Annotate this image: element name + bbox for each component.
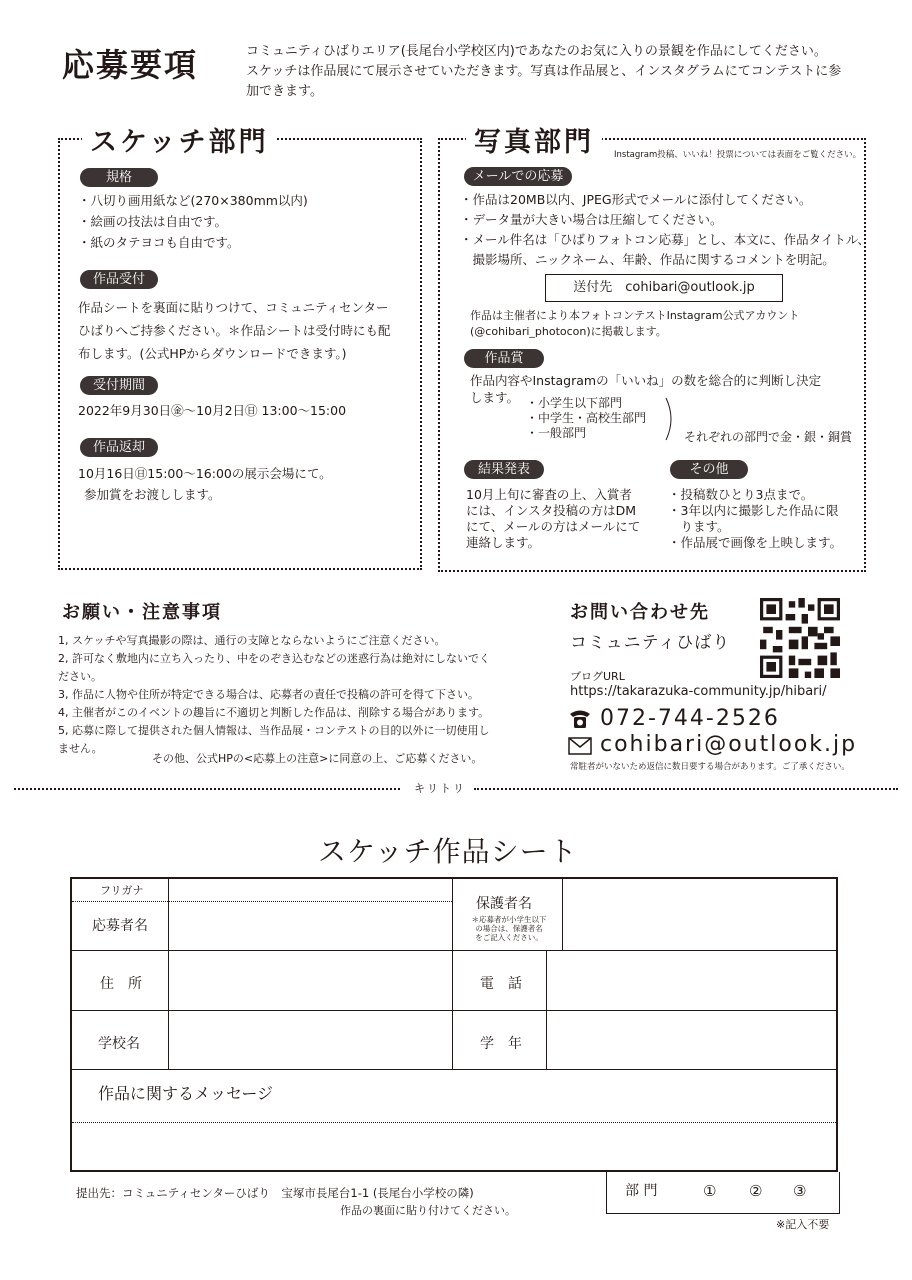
division-option-2: ② (749, 1182, 763, 1200)
sketch-section-title: スケッチ部門 (82, 120, 277, 159)
school-input[interactable] (168, 1010, 452, 1069)
accept-label: 作品受付 (80, 270, 158, 289)
school-label: 学校名 (98, 1036, 140, 1052)
guardian-note: ＊応募者が小学生以下 の場合は、保護者名 をご記入ください。 (471, 915, 547, 942)
contact-email[interactable]: cohibari@outlook.jp (600, 732, 858, 757)
spec-list: ・八切り画用紙など(270×380mm以内) ・絵画の技法は自由です。 ・紙のタテヨコも自由です。 (78, 193, 308, 250)
notes-title: お願い・注意事項 (62, 602, 222, 623)
guardian-input[interactable] (562, 879, 836, 950)
award-label: 作品賞 (464, 349, 544, 368)
furigana-label: フリガナ (100, 884, 144, 897)
division-label: 部 門 (625, 1183, 658, 1199)
grade-input[interactable] (546, 1010, 836, 1069)
accept-text: 作品シートを裏面に貼りつけて、コミュニティセンター ひばりへご持参ください。＊作品シートは受付時にも配 布します。(公式HPからダウンロードできます。) (78, 300, 391, 361)
photo-note: Instagram投稿、いいね！投票については表面をご覧ください。 (614, 150, 862, 160)
photo-section-title: 写真部門 (466, 120, 602, 159)
sheet-form (70, 877, 838, 1172)
message-input[interactable] (72, 1069, 836, 1170)
furigana-input[interactable] (168, 879, 452, 901)
phone-label: 電 話 (480, 976, 522, 992)
contact-org: コミュニティひばり (570, 633, 731, 653)
award-prizes: それぞれの部門で金・銀・銅賞 (684, 430, 853, 444)
mail-label: メールでの応募 (464, 167, 572, 186)
spec-label: 規格 (80, 168, 158, 187)
no-fill-note: ※記入不要 (776, 1218, 830, 1231)
cut-line-right (474, 788, 898, 790)
send-to-box: 送付先 cohibari@outlook.jp (545, 274, 783, 302)
guardian-label: 保護者名 (476, 896, 532, 912)
contact-note: 常駐者がいないため返信に数日要する場合があります。ご了承ください。 (570, 762, 850, 772)
contact-title: お問い合わせ先 (570, 602, 710, 623)
award-text: 作品内容やInstagramの「いいね」の数を総合的に判断し決定 します。 (470, 373, 822, 405)
message-label: 作品に関するメッセージ (98, 1084, 274, 1103)
address-label: 住 所 (100, 976, 142, 992)
result-text: 10月上旬に審査の上、入賞者 には、インスタ投稿の方はDM にて、メールの方はメールにて 連絡します。 (466, 487, 641, 550)
sheet-title: スケッチ作品シート (318, 835, 578, 868)
insta-text: 作品は主催者により本フォトコンテストInstagram公式アカウント (@cohibari_photocon)に掲載します。 (470, 309, 800, 338)
applicant-label: 応募者名 (92, 918, 148, 934)
cut-label: キリトリ (414, 782, 466, 795)
other-label: その他 (670, 460, 748, 479)
blog-url[interactable]: https://takarazuka-community.jp/hibari/ (570, 684, 827, 699)
submit-to: 提出先：コミュニティセンターひばり 宝塚市長尾台1-1 (長尾台小学校の隣) (76, 1186, 474, 1200)
cut-line-left (14, 788, 400, 790)
phone-icon (568, 708, 592, 734)
blog-label: ブログURL (570, 670, 625, 683)
attach-note: 作品の裏面に貼り付けてください。 (340, 1204, 516, 1217)
intro-text: コミュニティひばりエリア(長尾台小学校区内)であなたのお気に入りの景観を作品にしてください。 スケッチは作品展にて展示させていただきます。写真は作品展と、インスタグラムにてコンテストに参 加できます。 (246, 44, 842, 99)
division-box (606, 1172, 840, 1214)
division-option-3: ③ (793, 1182, 807, 1200)
page-title: 応募要項 (62, 46, 199, 84)
address-input[interactable] (168, 950, 452, 1010)
applicant-input[interactable] (168, 901, 452, 950)
award-bracket (664, 396, 678, 442)
qr-code-icon[interactable] (760, 598, 840, 678)
other-text: ・投稿数ひとり3点まで。 ・3年以内に撮影した作品に限 ります。 ・作品展で画像を上映します。 (668, 487, 843, 550)
period-text: 2022年9月30日㊎〜10月2日㊐ 13:00〜15:00 (78, 403, 347, 418)
mail-list: ・作品は20MB以内、JPEG形式でメールに添付してください。 ・データ量が大きい場合は圧縮してください。 ・メール件名は「ひばりフォトコン応募」とし、本文に、作品タイトル、 撮影場所、ニックネーム、年齢、作品に関するコメントを明記。 (460, 192, 870, 267)
grade-label: 学 年 (480, 1036, 522, 1052)
notes-list: 1, スケッチや写真撮影の際は、通行の支障とならないようにご注意ください。 2, 許可なく敷地内に立ち入ったり、中をのぞき込むなどの迷惑行為は絶対にしないでく ださい。 3, 作品に人物や住所が特定できる場合は、応募者の責任で投稿の許可を得て下さい。 4, 主催者がこのイベントの趣旨に不適切と判断した作品は、削除する場合があります。 5, 応募に際して提供された個人情報は、当作品展・コンテストの目的以外に一切使用し ません。 (58, 634, 490, 755)
result-label: 結果発表 (464, 460, 544, 479)
award-categories: ・小学生以下部門 ・中学生・高校生部門 ・一般部門 (526, 396, 647, 440)
notes-footer: その他、公式HPの<応募上の注意>に同意の上、ご応募ください。 (152, 752, 483, 765)
return-label: 作品返却 (80, 438, 158, 457)
contact-phone[interactable]: 072-744-2526 (600, 706, 780, 731)
division-option-1: ① (703, 1182, 717, 1200)
period-label: 受付期間 (80, 376, 158, 395)
mail-icon (568, 737, 592, 759)
phone-input[interactable] (546, 950, 836, 1010)
return-text: 10月16日㊐15:00〜16:00の展示会場にて。 参加賞をお渡しします。 (78, 466, 332, 502)
